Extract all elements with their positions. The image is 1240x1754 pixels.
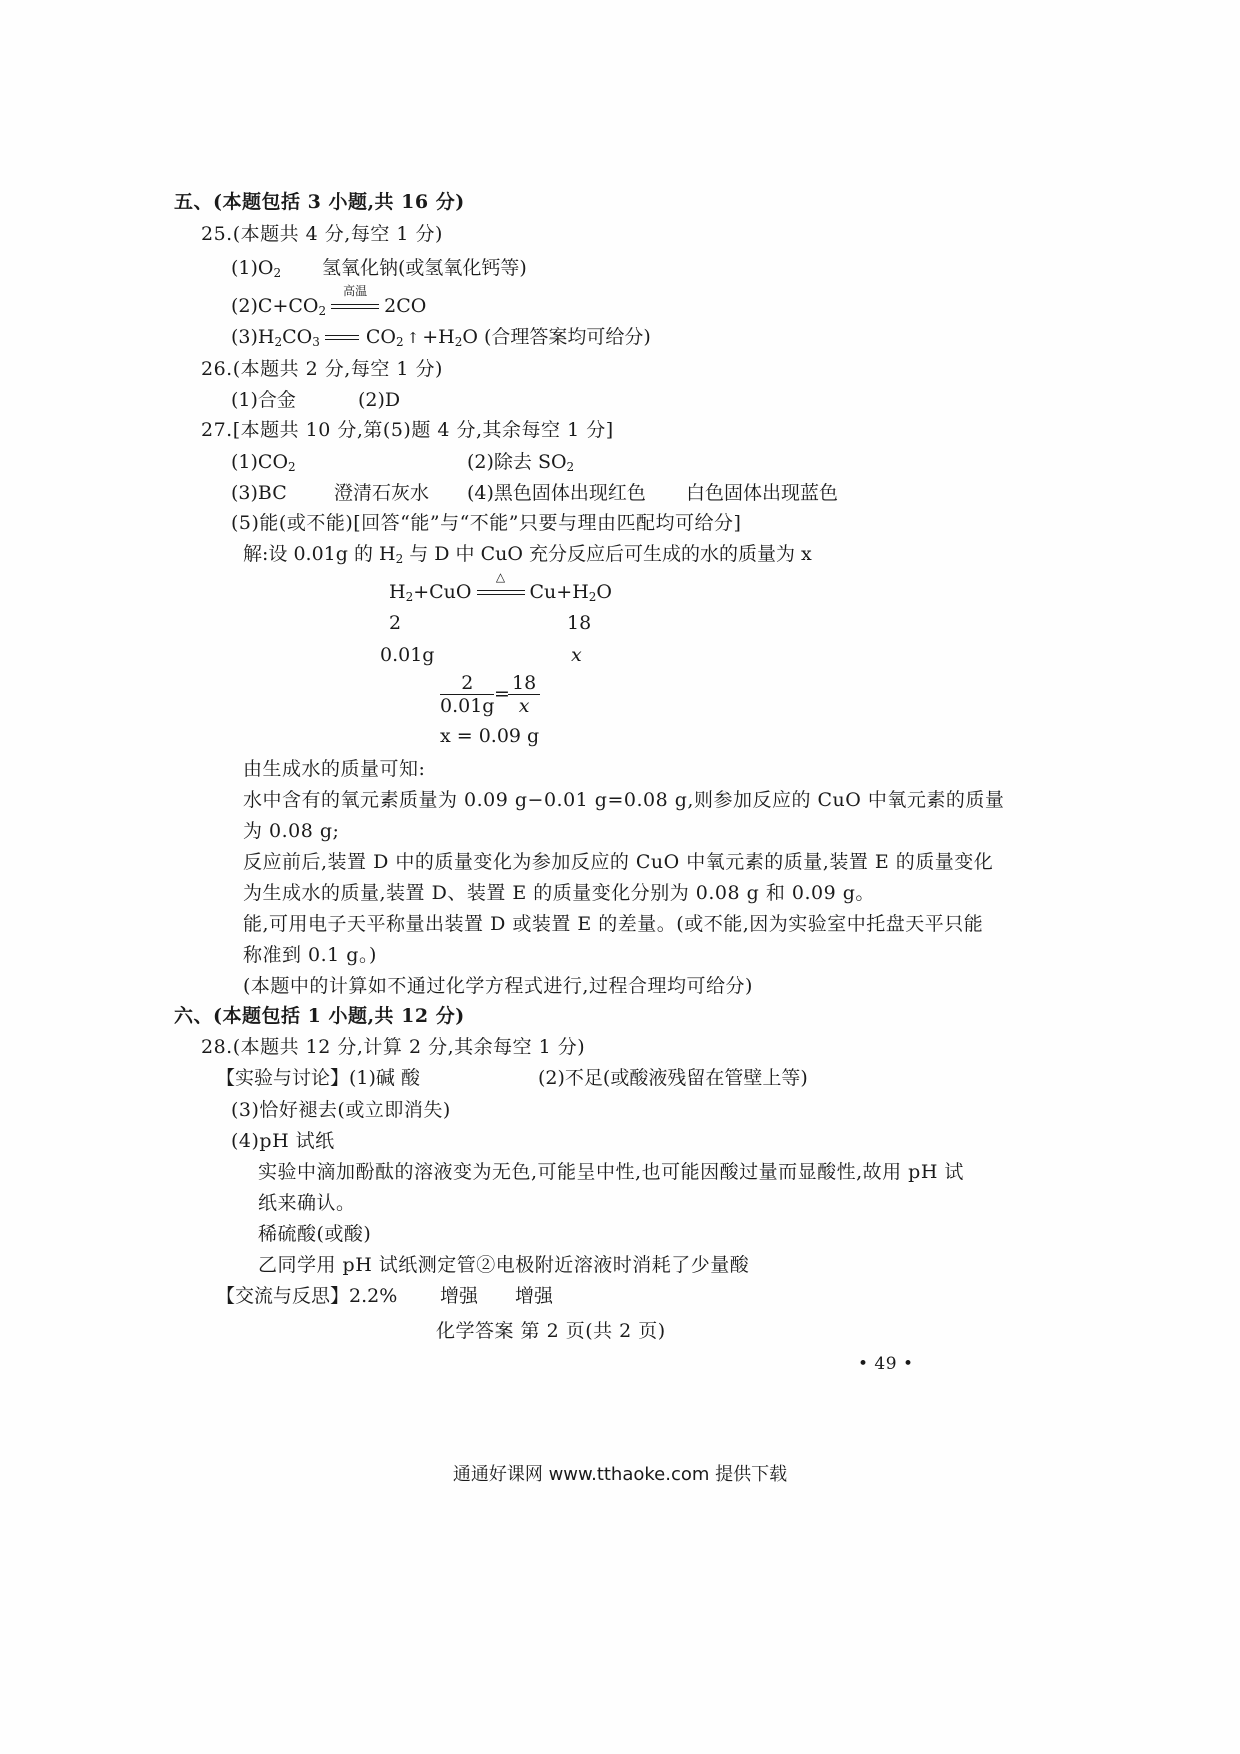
q25-a3-product-h: +H: [422, 326, 455, 348]
heat-condition-label: △: [495, 570, 506, 584]
q28-line-1b: (2)不足(或酸液残留在管壁上等): [538, 1067, 808, 1089]
q25-answer-1: [231, 256, 281, 285]
reaction-condition-arrow: [329, 284, 381, 318]
q28-line-8c: 增强: [515, 1285, 554, 1307]
q25-header: 25.(本题共 4 分,每空 1 分): [201, 223, 443, 245]
page-number: • 49 •: [858, 1354, 914, 1374]
eq-sub1: 2: [405, 590, 414, 604]
section-6-heading: 六、(本题包括 1 小题,共 12 分): [174, 1005, 465, 1027]
q27-answer-2: [467, 450, 574, 479]
q25-a1-answer: 氢氧化钠(或氢氧化钙等): [322, 257, 527, 279]
q25-a3-sub2: 3: [312, 335, 320, 349]
q26-answer-1: (1)合金: [231, 389, 296, 411]
fraction-equals: =: [494, 683, 510, 705]
frac1-numerator: 2: [440, 672, 494, 695]
q27-a1-sub: 2: [288, 460, 296, 474]
q28-line-7: 乙同学用 pH 试纸测定管②电极附近溶液时消耗了少量酸: [258, 1254, 750, 1276]
fraction-1: [440, 672, 494, 717]
q27-answer-3: (3)BC: [231, 482, 287, 504]
q27-paragraph-8: (本题中的计算如不通过化学方程式进行,过程合理均可给分): [243, 975, 753, 997]
q27-paragraph-7: 称准到 0.1 g。): [243, 944, 377, 966]
q25-a2-product: 2CO: [384, 295, 427, 317]
q27-answer-4: (4)黑色固体出现红色: [467, 482, 646, 504]
q25-a1-subscript: 2: [273, 266, 282, 280]
q25-a3-sub1: 2: [274, 335, 283, 349]
mass-h2o: 18: [567, 612, 592, 634]
eq-cuo: +CuO: [413, 581, 472, 603]
q25-a3-sub4: 2: [454, 335, 463, 349]
q27-a2-label: (2)除去 SO: [467, 451, 567, 473]
q25-a3-reactant-h: (3)H: [231, 326, 275, 348]
q27-solution-intro: [243, 542, 812, 571]
eq-cu-h: Cu+H: [529, 581, 589, 603]
q27-header: 27.[本题共 10 分,第(5)题 4 分,其余每空 1 分]: [201, 419, 614, 441]
q25-a3-product-co: CO: [365, 326, 397, 348]
q27-paragraph-1: 由生成水的质量可知:: [243, 758, 426, 780]
download-watermark: 通通好课网 www.tthaoke.com 提供下载: [452, 1464, 788, 1485]
q27-answer-3b: 澄清石灰水: [334, 482, 430, 504]
q26-header: 26.(本题共 2 分,每空 1 分): [201, 358, 443, 380]
q26-answer-2: (2)D: [358, 389, 401, 411]
q28-line-6: 稀硫酸(或酸): [258, 1223, 372, 1245]
q27-paragraph-5: 为生成水的质量,装置 D、装置 E 的质量变化分别为 0.08 g 和 0.09 g。: [243, 882, 875, 904]
q25-answer-3-equation: [231, 325, 651, 354]
q27-paragraph-4: 反应前后,装置 D 中的质量变化为参加反应的 CuO 中氧元素的质量,装置 E 的质量变化: [243, 851, 994, 873]
q27-paragraph-3: 为 0.08 g;: [243, 820, 340, 842]
section-5-heading: 五、(本题包括 3 小题,共 16 分): [174, 191, 465, 213]
q28-header: 28.(本题共 12 分,计算 2 分,其余每空 1 分): [201, 1036, 586, 1058]
q25-a3-reactant-co: CO: [282, 326, 313, 348]
q28-line-4: 实验中滴加酚酞的溶液变为无色,可能呈中性,也可能因酸过量而显酸性,故用 pH 试: [258, 1161, 964, 1183]
q27-a1-label: (1)CO: [231, 451, 289, 473]
eq-h: H: [389, 581, 406, 603]
q25-a1-label: (1)O: [231, 257, 274, 279]
frac2-numerator: 18: [508, 672, 540, 695]
q27-a2-sub: 2: [566, 460, 575, 474]
q28-line-3: (4)pH 试纸: [231, 1130, 335, 1152]
condition-label: 高温: [343, 284, 368, 298]
fraction-2: [508, 672, 540, 717]
q25-a3-product-o-note: O (合理答案均可给分): [462, 326, 651, 348]
result-x: x = 0.09 g: [440, 725, 540, 747]
solution-sub: 2: [395, 552, 404, 566]
q28-line-1a: 【实验与讨论】(1)碱 酸: [216, 1067, 420, 1089]
given-x: x: [571, 644, 582, 666]
eq-o: O: [596, 581, 612, 603]
q28-line-5: 纸来确认。: [258, 1192, 356, 1214]
solution-text-a: 解:设 0.01g 的 H: [243, 543, 396, 565]
q27-answer-1: [231, 450, 296, 479]
q25-a2-subscript: 2: [318, 304, 327, 318]
q27-paragraph-2: 水中含有的氧元素质量为 0.09 g−0.01 g=0.08 g,则参加反应的 CuO 中氧元素的质量: [243, 789, 1005, 811]
gas-arrow-icon: ↑: [406, 329, 420, 347]
page-footer: 化学答案 第 2 页(共 2 页): [436, 1320, 666, 1342]
q28-line-2: (3)恰好褪去(或立即消失): [231, 1099, 451, 1121]
q25-answer-2-equation: [231, 284, 427, 323]
eq-sub2: 2: [588, 590, 597, 604]
frac1-denominator: 0.01g: [440, 695, 495, 717]
q27-reaction-equation: [389, 570, 612, 609]
q28-line-8a: 【交流与反思】2.2%: [216, 1285, 398, 1307]
q27-answer-4b: 白色固体出现蓝色: [686, 482, 839, 504]
q25-a2-reactants: (2)C+CO: [231, 295, 319, 317]
equals-arrow: [323, 325, 363, 349]
given-h2-mass: 0.01g: [380, 644, 435, 666]
q25-a3-sub3: 2: [396, 335, 404, 349]
frac2-denominator: x: [518, 695, 530, 717]
q28-line-8b: 增强: [440, 1285, 479, 1307]
solution-text-b: 与 D 中 CuO 充分反应后可生成的水的质量为 x: [403, 543, 812, 565]
q27-answer-5: (5)能(或不能)[回答“能”与“不能”只要与理由匹配均可给分]: [231, 512, 742, 534]
heat-condition-arrow: [475, 570, 527, 604]
q27-paragraph-6: 能,可用电子天平称量出装置 D 或装置 E 的差量。(或不能,因为实验室中托盘天平只能: [243, 913, 984, 935]
mass-h2: 2: [389, 612, 402, 634]
